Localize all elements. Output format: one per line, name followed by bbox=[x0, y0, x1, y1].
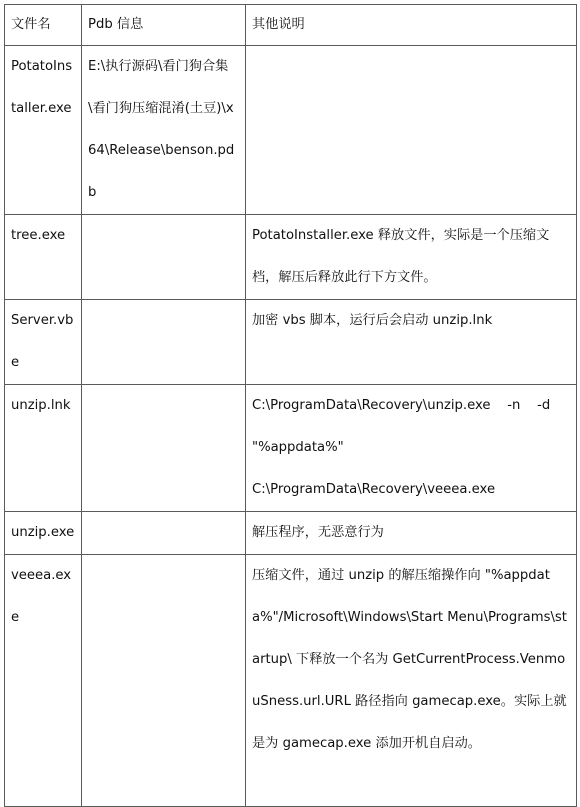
cell-note: PotatoInstaller.exe 释放文件，实际是一个压缩文档，解压后释放此行下方文件。 bbox=[246, 215, 577, 300]
cell-pdb bbox=[82, 385, 246, 512]
cell-note: 压缩文件，通过 unzip 的解压缩操作向 "%appdata%"/Microsoft\Windows\Start Menu\Programs\startup\ 下释放一个名为 GetCurrentProcess.VenmouSness.url.URL 路径指向 gamecap.exe。实际上就是为 gamecap.exe 添加开机自启动。 bbox=[246, 555, 577, 807]
table-header-row bbox=[5, 5, 577, 46]
cell-filename: unzip.exe bbox=[5, 512, 82, 555]
header-notes: 其他说明 bbox=[246, 5, 577, 46]
cell-filename: PotatoInstaller.exe bbox=[5, 46, 82, 215]
header-pdb-info: Pdb 信息 bbox=[82, 5, 246, 46]
table-row bbox=[5, 385, 577, 512]
table-row bbox=[5, 300, 577, 385]
cell-filename: veeea.exe bbox=[5, 555, 82, 807]
cell-pdb bbox=[82, 215, 246, 300]
file-info-table bbox=[4, 4, 577, 807]
table-row bbox=[5, 215, 577, 300]
cell-note bbox=[246, 385, 577, 512]
note-line: "%appdata%" bbox=[252, 440, 344, 455]
cell-note: 加密 vbs 脚本，运行后会启动 unzip.lnk bbox=[246, 300, 577, 385]
cell-pdb bbox=[82, 512, 246, 555]
cell-note bbox=[246, 46, 577, 215]
header-filename: 文件名 bbox=[5, 5, 82, 46]
cell-filename: Server.vbe bbox=[5, 300, 82, 385]
note-line: C:\ProgramData\Recovery\unzip.exe -n -d bbox=[252, 398, 551, 413]
table-row bbox=[5, 512, 577, 555]
cell-pdb bbox=[82, 555, 246, 807]
cell-note: 解压程序，无恶意行为 bbox=[246, 512, 577, 555]
cell-filename: tree.exe bbox=[5, 215, 82, 300]
cell-pdb: E:\执行源码\看门狗合集\看门狗压缩混淆(土豆)\x64\Release\benson.pdb bbox=[82, 46, 246, 215]
note-line: C:\ProgramData\Recovery\veeea.exe bbox=[252, 482, 496, 497]
cell-pdb bbox=[82, 300, 246, 385]
table-row bbox=[5, 555, 577, 807]
cell-filename: unzip.lnk bbox=[5, 385, 82, 512]
table-row bbox=[5, 46, 577, 215]
